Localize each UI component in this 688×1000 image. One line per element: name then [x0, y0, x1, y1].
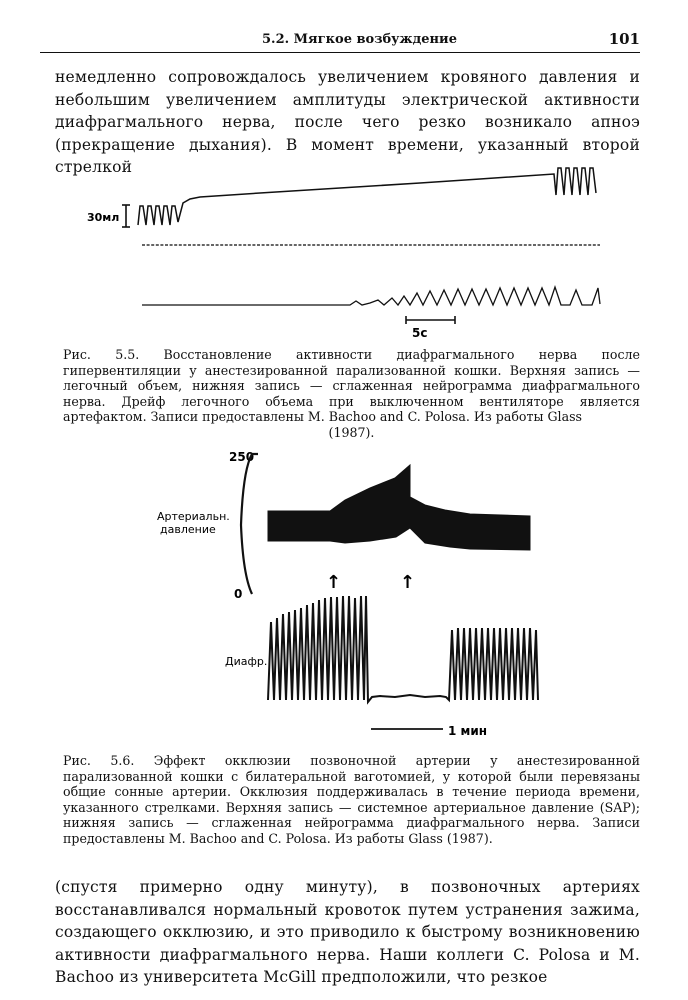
occlusion-end-arrow: ↑: [400, 572, 416, 593]
section-title: 5.2. Мягкое возбуждение: [262, 32, 457, 47]
axis-label-250: 250: [229, 450, 255, 464]
time-scale-label: 5с: [412, 326, 428, 340]
page-number: 101: [608, 30, 640, 48]
time-scale-bar: [406, 316, 455, 324]
lung-volume-trace: [138, 168, 596, 225]
blood-pressure-trace: [268, 465, 530, 550]
minute-scale-label: 1 мин: [448, 724, 488, 738]
diaphragm-neurogram-trace: [268, 596, 538, 702]
neurogram-trace: [142, 287, 600, 305]
axis-bracket: [241, 454, 258, 594]
diaphragm-label: Диафр.: [225, 655, 268, 668]
bottom-paragraph: (спустя примерно одну минуту), в позвоночных артериях восстанавливался нормальный кровоток путем устранения зажима, создающего окклюзию, и это приводило к быстрому возникновению активности диафрагмального нерва. Наши коллеги C. Polosa и M. Bachoo из университета McGill предположили, что резкое: [55, 878, 640, 986]
caption-5-5-main: Рис. 5.5. Восстановление активности диафрагмального нерва после гипервентиляции у анестезированной парализованной кошки. Верхняя запись — легочный объем, нижняя запись — сглаженная нейрограмма диафрагмального нерва. Дрейф легочного объема при выключенном вентиляторе является артефактом. Записи предоставлены M. Bachoo and C. Polosa. Из работы Glass: [63, 347, 640, 425]
running-header: [40, 28, 640, 53]
caption-5-5-year: (1987).: [328, 424, 375, 440]
pressure-label-line2: давление: [160, 523, 216, 536]
volume-scale-label: 30мл: [87, 211, 120, 224]
figure-5-6-caption: Рис. 5.6. Эффект окклюзии позвоночной артерии у анестезированной парализованной кошки с билатеральной ваготомией, у которой были перевязаны общие сонные артерии. Окклюзия поддерживалась в течение периода времени, указанного стрелками. Верхняя запись — системное артериальное давление (SAP); нижняя запись — сглаженная нейрограмма диафрагмального нерва. Записи предоставлены M. Bachoo and C. Polosa. Из работы Glass (1987).: [63, 753, 640, 846]
occlusion-start-arrow: ↑: [326, 572, 342, 593]
figure-5-5-caption: [63, 347, 640, 441]
top-paragraph: немедленно сопровождалось увеличением кровяного давления и небольшим увеличением амплитуды электрической активности диафрагмального нерва, после чего резко возникало апноэ (прекращение дыхания). В момент времени, указанный второй стрелкой: [55, 68, 640, 176]
axis-label-0: 0: [234, 587, 243, 601]
volume-scale-bar: [122, 205, 130, 227]
figure-5-6: [0, 445, 688, 745]
figure-5-5: [0, 150, 688, 340]
pressure-label-line1: Артериальн.: [157, 510, 230, 523]
